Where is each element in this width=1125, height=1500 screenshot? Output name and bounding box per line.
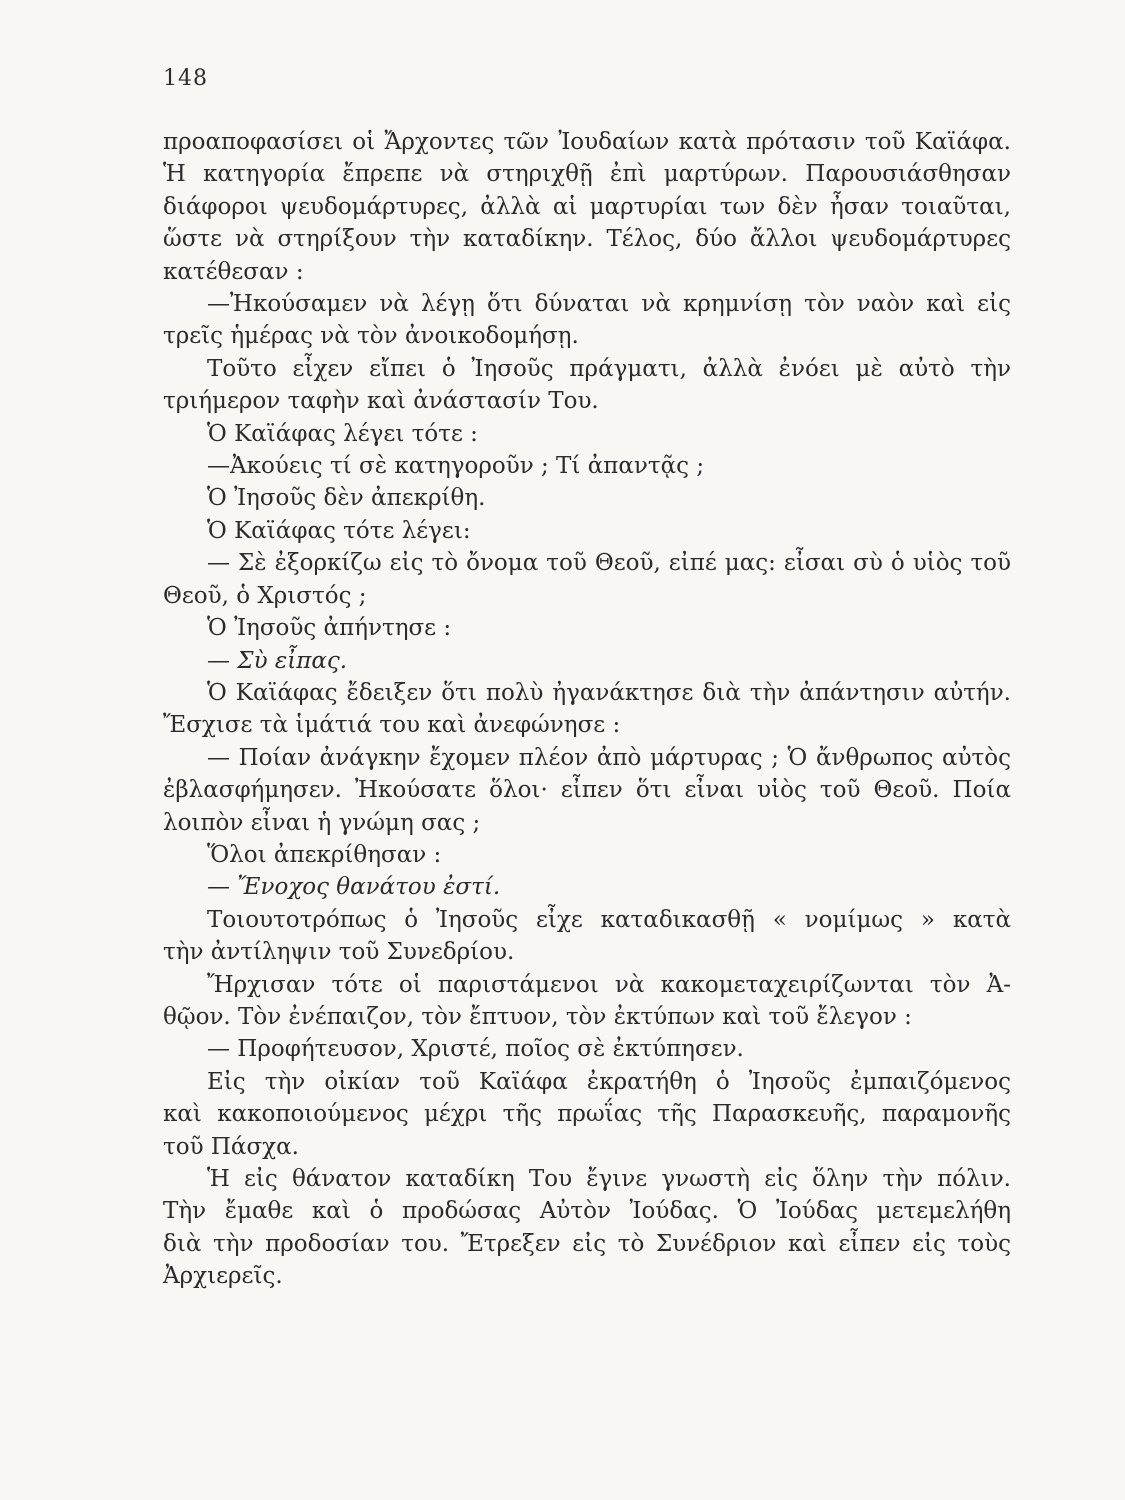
text-line: ἐβλασφήμησεν. Ἠκούσατε ὅλοι· εἶπεν ὅτι εἶναι υἱὸς τοῦ Θεοῦ. Ποία <box>163 777 1011 804</box>
text-line: — Ποίαν ἀνάγκην ἔχομεν πλέον ἀπὸ μάρτυρας ; Ὁ ἄνθρωπος αὐτὸς <box>207 744 1011 771</box>
text-line: Ἡ κατηγορία ἔπρεπε νὰ στηριχθῇ ἐπὶ μαρτύρων. Παρουσιάσθησαν <box>163 161 1011 188</box>
text-line: τρεῖς ἡμέρας νὰ τὸν ἀνοικοδομήσῃ. <box>163 323 579 350</box>
text-line: διάφοροι ψευδομάρτυρες, ἀλλὰ αἱ μαρτυρίαι των δὲν ἦσαν τοιαῦται, <box>163 193 1011 220</box>
text-line: Ὅλοι ἀπεκρίθησαν : <box>207 841 442 868</box>
text-line: Ἀρχιερεῖς. <box>163 1263 283 1290</box>
text-line: — Σὲ ἐξορκίζω εἰς τὸ ὄνομα τοῦ Θεοῦ, εἰπέ μας: εἶσαι σὺ ὁ υἱὸς τοῦ <box>207 550 1011 577</box>
text-line: Ὁ Καϊάφας ἔδειξεν ὅτι πολὺ ἠγανάκτησε διὰ τὴν ἀπάντησιν αὐτήν. <box>207 679 1011 706</box>
text-line: Ἡ εἰς θάνατον καταδίκη Του ἔγινε γνωστὴ εἰς ὅλην τὴν πόλιν. <box>207 1166 1011 1192</box>
text-line: —Ἀκούεις τί σὲ κατηγοροῦν ; Τί ἀπαντᾷς ; <box>207 453 705 480</box>
text-line: καὶ κακοποιούμενος μέχρι τῆς πρωΐας τῆς Παρασκευῆς, παραμονῆς <box>163 1101 1011 1128</box>
text-line: διὰ τὴν προδοσίαν του. Ἔτρεξεν εἰς τὸ Συνέδριον καὶ εἶπεν εἰς τοὺς <box>163 1230 1011 1257</box>
text-line: — Ἔνοχος θανάτου ἐστί. <box>207 874 501 901</box>
text-line: θῷον. Τὸν ἐνέπαιζον, τὸν ἔπτυον, τὸν ἐκτύπων καὶ τοῦ ἔλεγον : <box>163 1003 912 1030</box>
body-text <box>163 126 1011 1293</box>
text-line: Θεοῦ, ὁ Χριστός ; <box>163 582 367 609</box>
text-line: τοῦ Πάσχα. <box>163 1133 299 1160</box>
text-line: Ὁ Ἰησοῦς ἀπήντησε : <box>207 615 452 642</box>
text-line: Τοῦτο εἶχεν εἴπει ὁ Ἰησοῦς πράγματι, ἀλλὰ ἐνόει μὲ αὐτὸ τὴν <box>207 355 1011 382</box>
text-line: Τὴν ἔμαθε καὶ ὁ προδώσας Αὐτὸν Ἰούδας. Ὁ Ἰούδας μετεμελήθη <box>163 1198 1011 1225</box>
text-line: Τοιουτοτρόπως ὁ Ἰησοῦς εἶχε καταδικασθῇ « νομίμως » κατὰ <box>207 906 1011 933</box>
text-line: τριήμερον ταφὴν καὶ ἀνάστασίν Του. <box>163 388 599 415</box>
text-line: Εἰς τὴν οἰκίαν τοῦ Καϊάφα ἐκρατήθη ὁ Ἰησοῦς ἐμπαιζόμενος <box>207 1068 1011 1095</box>
text-line: προαποφασίσει οἱ Ἄρχοντες τῶν Ἰουδαίων κατὰ πρότασιν τοῦ Καϊάφα. <box>163 129 1011 155</box>
text-line: — Προφήτευσον, Χριστέ, ποῖος σὲ ἐκτύπησεν. <box>207 1036 744 1063</box>
text-line: — Σὺ εἶπας. <box>207 647 348 674</box>
text-line: τὴν ἀντίληψιν τοῦ Συνεδρίου. <box>163 939 515 966</box>
text-line: ὥστε νὰ στηρίξουν τὴν καταδίκην. Τέλος, δύο ἄλλοι ψευδομάρτυρες <box>163 226 1011 253</box>
page-number: 148 <box>163 66 208 91</box>
text-line: —Ἠκούσαμεν νὰ λέγῃ ὅτι δύναται νὰ κρημνίσῃ τὸν ναὸν καὶ εἰς <box>207 291 1011 318</box>
text-line: κατέθεσαν : <box>163 258 304 285</box>
text-line: Ἤρχισαν τότε οἱ παριστάμενοι νὰ κακομεταχειρίζωνται τὸν Ἀ- <box>207 971 1011 998</box>
text-line: Ὁ Καϊάφας λέγει τότε : <box>207 420 478 447</box>
text-line: λοιπὸν εἶναι ἡ γνώμη σας ; <box>163 809 481 836</box>
text-line: Ἔσχισε τὰ ἱμάτιά του καὶ ἀνεφώνησε : <box>163 712 621 739</box>
text-line: Ὁ Ἰησοῦς δὲν ἀπεκρίθη. <box>207 485 486 512</box>
text-line: Ὁ Καϊάφας τότε λέγει: <box>207 517 471 544</box>
